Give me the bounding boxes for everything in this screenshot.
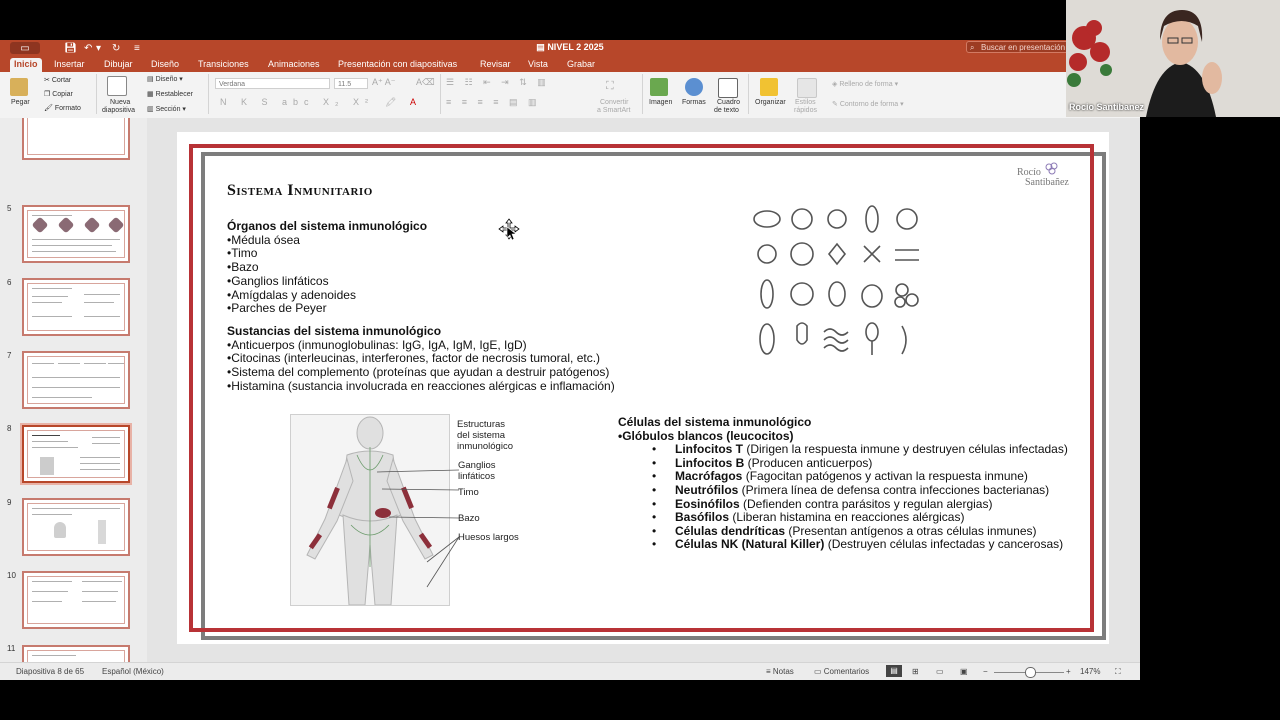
list-item: • Células dendríticas (Presentan antígenos a otras células inmunes) (652, 523, 1037, 538)
highlight-icon[interactable]: 🖍︎ (385, 97, 397, 107)
cells-subheading: •Glóbulos blancos (leucocitos) (618, 428, 794, 443)
font-size-up-icon[interactable]: A⁺ A⁻ (372, 77, 396, 87)
slide-number: 7 (7, 351, 12, 360)
comment-icon: ▭ (814, 667, 824, 676)
reading-view-icon[interactable]: ▭ (936, 667, 944, 676)
quick-styles-2: rápidos (794, 107, 817, 114)
substances-heading: Sustancias del sistema inmunológico (227, 324, 442, 338)
list-item: •Anticuerpos (inmunoglobulinas: IgG, IgA, IgM, IgE, IgD) (227, 337, 527, 352)
microbes-illustration[interactable] (752, 204, 932, 364)
font-name-select[interactable]: Verdana (215, 78, 330, 89)
list-item: • Células NK (Natural Killer) (Destruyen células infectadas y cancerosas) (652, 537, 1064, 552)
zoom-level[interactable]: 147% (1080, 667, 1101, 676)
quick-styles-icon (797, 78, 817, 98)
list-item: •Parches de Peyer (227, 301, 327, 316)
textbox-icon[interactable] (718, 78, 738, 98)
ribbon-tabs (0, 56, 1140, 72)
slide-thumbnails-panel[interactable] (0, 118, 147, 662)
convert-smartart-2: a SmartArt (597, 107, 631, 114)
list-item: • Macrófagos (Fagocitan patógenos y activan la respuesta inmune) (652, 469, 1028, 484)
tab-inicio[interactable]: Inicio (10, 58, 42, 72)
list-icons[interactable]: ☰ ☷ ⇤ ⇥ ⇅ ▥ (446, 77, 550, 87)
image-button[interactable]: Imagen (649, 99, 673, 106)
zoom-slider-thumb[interactable] (1025, 667, 1036, 678)
tab-insertar[interactable]: Insertar (54, 59, 85, 69)
customize-toolbar-icon[interactable]: ≡ (134, 42, 140, 54)
slide-editing-area[interactable] (147, 118, 1140, 662)
logo-text-1: Rocío (1017, 167, 1041, 178)
list-item: •Sistema del complemento (proteínas que ayudan a destruir patógenos) (227, 365, 610, 380)
shape-outline-button: ✎ Contorno de forma ▾ (832, 101, 904, 108)
save-icon[interactable]: 💾︎ (64, 42, 77, 54)
ribbon-separator (440, 74, 441, 114)
zoom-out-icon[interactable]: − (983, 667, 988, 676)
textbox-label-2[interactable]: de texto (714, 107, 739, 114)
sidebar-toggle-icon[interactable]: ▭ (10, 42, 40, 54)
font-style-icons[interactable]: N K S abc X₂ X² (220, 97, 375, 107)
slide-thumbnail-7[interactable] (22, 351, 130, 409)
slide-number: 11 (7, 644, 16, 653)
ribbon-separator (96, 74, 97, 114)
ribbon-separator (208, 74, 209, 114)
figure-label-thymus: Timo (458, 487, 479, 498)
slide-thumbnail-9[interactable] (22, 498, 130, 556)
move-cursor-icon (497, 217, 521, 241)
slide-counter: Diapositiva 8 de 65 (16, 667, 85, 676)
logo-text-2: Santibañez (1025, 177, 1069, 188)
copy-button[interactable]: ❐ Copiar (44, 91, 73, 98)
brush-icon: 🖌︎ (44, 105, 55, 112)
pen-icon: ✎ (832, 101, 840, 108)
status-bar (0, 662, 1140, 680)
anatomy-image[interactable] (290, 414, 450, 606)
webcam-overlay (1066, 0, 1280, 117)
convert-smartart-1: Convertir (600, 99, 629, 106)
list-item: • Neutrófilos (Primera línea de defensa contra infecciones bacterianas) (652, 482, 1050, 497)
cells-heading: Células del sistema inmunológico (618, 415, 812, 429)
list-item: • Linfocitos T (Dirigen la respuesta inmune y destruyen células infectadas) (652, 442, 1068, 457)
organs-heading: Órganos del sistema inmunológico (227, 219, 428, 233)
list-item: • Eosinófilos (Defienden contra parásitos y regulan alergias) (652, 496, 993, 511)
undo-dropdown-icon[interactable]: ▾ (96, 42, 102, 54)
substances-textbox[interactable] (227, 325, 615, 394)
tab-grabar[interactable]: Grabar (567, 59, 596, 69)
slide-sorter-icon[interactable]: ⊞ (912, 667, 919, 676)
slide-number: 8 (7, 424, 12, 433)
slide-number: 10 (7, 571, 16, 580)
flower-logo-icon (1043, 162, 1061, 176)
new-slide-label-1[interactable]: Nueva (110, 99, 131, 106)
figure-label-spleen: Bazo (458, 513, 480, 524)
list-item: •Ganglios linfáticos (227, 273, 329, 288)
slide-number: 5 (7, 204, 12, 213)
zoom-in-icon[interactable]: + (1066, 667, 1071, 676)
reset-icon: ▦ (147, 91, 156, 98)
align-icons[interactable]: ≡ ≡ ≡ ≡ ▤ ▥ (446, 97, 541, 107)
powerpoint-window (0, 40, 1140, 680)
presenter-video (1066, 0, 1280, 117)
list-item: •Médula ósea (227, 232, 300, 247)
undo-icon[interactable]: ↶ (84, 42, 93, 54)
search-icon: ⌕ (970, 43, 975, 52)
tab-transiciones[interactable]: Transiciones (198, 59, 249, 69)
tab-vista[interactable]: Vista (528, 59, 548, 69)
section-icon: ▥ (147, 106, 156, 113)
slide-canvas[interactable] (177, 132, 1109, 644)
list-item: •Bazo (227, 260, 259, 275)
quick-styles-1: Estilos (795, 99, 816, 106)
slide-number: 9 (7, 498, 12, 507)
document-title: ▤ NIVEL 2 2025 (536, 42, 604, 52)
slide-thumbnail-10[interactable] (22, 571, 130, 629)
textbox-label-1[interactable]: Cuadro (717, 99, 740, 106)
paste-button[interactable]: Pegar (11, 99, 30, 106)
format-painter-button[interactable]: 🖌︎ Formato (44, 105, 81, 112)
list-item: •Histamina (sustancia involucrada en reacciones alérgicas e inflamación) (227, 378, 615, 393)
new-slide-icon[interactable] (107, 76, 127, 96)
document-icon: ▤ (536, 42, 548, 52)
cells-textbox[interactable] (618, 416, 1088, 552)
image-icon[interactable] (650, 78, 668, 96)
comments-button[interactable]: ▭ Comentarios (814, 667, 870, 676)
brand-logo (1017, 168, 1069, 188)
human-body-icon (291, 415, 449, 605)
tab-revisar[interactable]: Revisar (480, 59, 511, 69)
shapes-button[interactable]: Formas (682, 99, 706, 106)
search-input[interactable]: ⌕ Buscar en presentación (966, 41, 1076, 53)
slide-thumbnail-8[interactable] (22, 425, 130, 483)
layout-button[interactable]: ▤ Diseño ▾ (147, 76, 183, 83)
ribbon-separator (748, 74, 749, 114)
tab-presentacion[interactable]: Presentación con diapositivas (338, 59, 458, 69)
slide-thumbnail-5[interactable] (22, 205, 130, 263)
font-color-icon[interactable]: A (410, 97, 417, 107)
figure-label-nodes: Ganglios linfáticos (458, 460, 496, 482)
list-item: •Amígdalas y adenoides (227, 287, 356, 302)
shape-fill-button: ◈ Relleno de forma ▾ (832, 81, 899, 88)
clear-format-icon[interactable]: A⌫ (416, 77, 435, 87)
cut-button[interactable]: ✂ Cortar (44, 77, 72, 84)
organs-textbox[interactable] (227, 220, 427, 316)
fit-slide-icon[interactable]: ⛶ (1115, 667, 1121, 676)
ribbon-toolbar (0, 72, 1140, 119)
tab-diseno[interactable]: Diseño (151, 59, 180, 69)
paste-icon[interactable] (10, 78, 28, 96)
slideshow-icon[interactable]: ▣ (960, 667, 968, 676)
slide-thumbnail-6[interactable] (22, 278, 130, 336)
font-size-select[interactable]: 11.5 (334, 78, 368, 89)
arrange-icon[interactable] (760, 78, 778, 96)
tab-animaciones[interactable]: Animaciones (268, 59, 320, 69)
list-item: • Basófilos (Liberan histamina en reacciones alérgicas) (652, 510, 965, 525)
smartart-icon: ⛶ (606, 80, 614, 92)
slide-title[interactable]: Sistema Inmunitario (227, 182, 373, 199)
redo-icon[interactable]: ↻ (112, 42, 121, 54)
copy-icon: ❐ (44, 91, 53, 98)
language-indicator[interactable]: Español (México) (102, 667, 164, 676)
scissors-icon: ✂ (44, 77, 52, 84)
list-item: •Citocinas (interleucinas, interferones, factor de necrosis tumoral, etc.) (227, 351, 601, 366)
paint-bucket-icon: ◈ (832, 81, 840, 88)
slide-number: 6 (7, 278, 12, 287)
reset-button[interactable]: ▦ Restablecer (147, 91, 193, 98)
list-item: •Timo (227, 246, 258, 261)
figure-label-bones: Huesos largos (458, 532, 519, 543)
layout-icon: ▤ (147, 76, 156, 83)
new-slide-label-2[interactable]: diapositiva (102, 107, 136, 114)
figure-caption: Estructuras del sistema inmunológico (457, 419, 513, 452)
tab-dibujar[interactable]: Dibujar (104, 59, 133, 69)
section-button[interactable]: ▥ Sección ▾ (147, 106, 186, 113)
shapes-icon[interactable] (685, 78, 703, 96)
list-item: • Linfocitos B (Producen anticuerpos) (652, 455, 873, 470)
presenter-name: Rocio Santibanez (1069, 102, 1145, 112)
arrange-button[interactable]: Organizar (755, 99, 786, 106)
notes-icon: ≡ (766, 667, 773, 676)
slide-thumbnail-11[interactable] (22, 645, 130, 662)
ribbon-separator (642, 74, 643, 114)
slide-thumbnail-4[interactable] (22, 118, 130, 160)
title-bar (0, 40, 1140, 56)
normal-view-icon[interactable]: ▤ (886, 665, 902, 677)
notes-button[interactable]: ≡ Notas (766, 667, 794, 676)
